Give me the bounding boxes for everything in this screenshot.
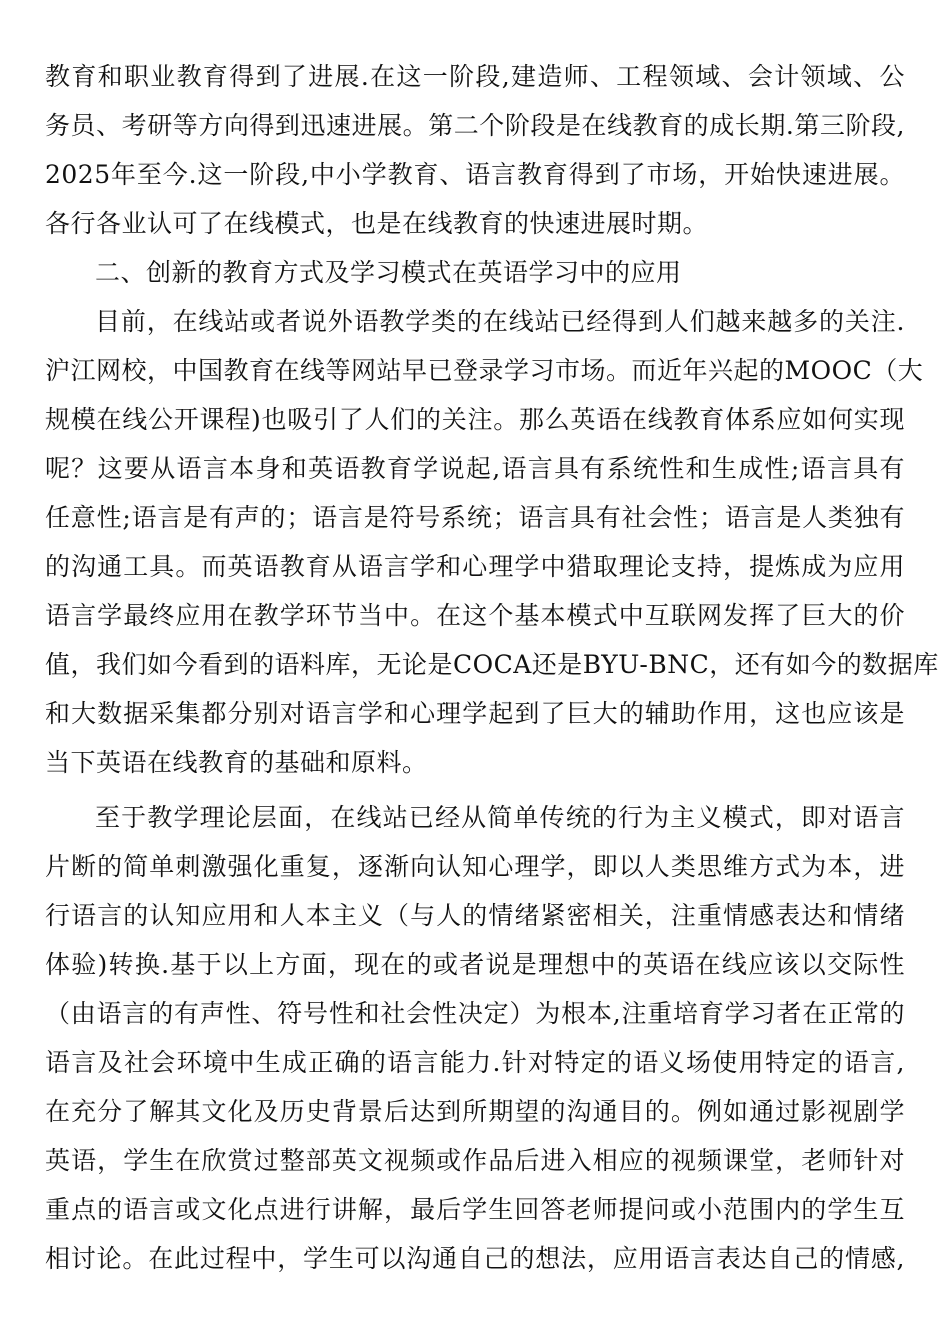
text-line: 的沟通工具。而英语教育从语言学和心理学中猎取理论支持，提炼成为应用 <box>45 552 905 581</box>
text-line: 语言学最终应用在教学环节当中。在这个基本模式中互联网发挥了巨大的价 <box>45 601 905 630</box>
text-line: 行语言的认知应用和人本主义（与人的情绪紧密相关，注重情感表达和情绪 <box>45 901 905 930</box>
text-line: 二、创新的教育方式及学习模式在英语学习中的应用 <box>95 258 682 287</box>
text-line: 呢？这要从语言本身和英语教育学说起,语言具有系统性和生成性;语言具有 <box>45 454 905 483</box>
text-line: 和大数据采集都分别对语言学和心理学起到了巨大的辅助作用，这也应该是 <box>45 699 905 728</box>
text-line: 英语，学生在欣赏过整部英文视频或作品后进入相应的视频课堂，老师针对 <box>45 1146 905 1175</box>
text-line: 在充分了解其文化及历史背景后达到所期望的沟通目的。例如通过影视剧学 <box>45 1097 905 1126</box>
text-line: 重点的语言或文化点进行讲解，最后学生回答老师提问或小范围内的学生互 <box>45 1195 905 1224</box>
text-line: 各行各业认可了在线模式，也是在线教育的快速进展时期。 <box>45 209 709 238</box>
text-line: 相讨论。在此过程中，学生可以沟通自己的想法，应用语言表达自己的情感, <box>45 1244 905 1273</box>
text-line: 片断的简单刺激强化重复，逐渐向认知心理学，即以人类思维方式为本，进 <box>45 852 905 881</box>
text-line: 教育和职业教育得到了进展.在这一阶段,建造师、工程领域、会计领域、公 <box>45 62 905 91</box>
paragraph-teaching-theory <box>45 793 905 1283</box>
text-line: 2025年至今.这一阶段,中小学教育、语言教育得到了市场，开始快速进展。 <box>45 160 905 189</box>
text-line: 务员、考研等方向得到迅速进展。第二个阶段是在线教育的成长期.第三阶段, <box>45 111 905 140</box>
paragraph-online-english <box>45 297 939 787</box>
document-body <box>45 52 939 1283</box>
text-line: （由语言的有声性、符号性和社会性决定）为根本,注重培育学习者在正常的 <box>45 999 905 1028</box>
text-line: 语言及社会环境中生成正确的语言能力.针对特定的语义场使用特定的语言, <box>45 1048 905 1077</box>
text-line: 沪江网校，中国教育在线等网站早已登录学习市场。而近年兴起的MOOC（大 <box>45 356 924 385</box>
text-line: 任意性;语言是有声的；语言是符号系统；语言具有社会性；语言是人类独有 <box>45 503 905 532</box>
paragraph-development-stages <box>45 52 905 248</box>
text-line: 值，我们如今看到的语料库，无论是COCA还是BYU-BNC，还有如今的数据库 <box>45 650 939 679</box>
text-line: 规模在线公开课程)也吸引了人们的关注。那么英语在线教育体系应如何实现 <box>45 405 905 434</box>
text-line: 当下英语在线教育的基础和原料。 <box>45 748 428 777</box>
text-line: 目前，在线站或者说外语教学类的在线站已经得到人们越来越多的关注. <box>95 307 905 336</box>
text-line: 至于教学理论层面，在线站已经从简单传统的行为主义模式，即对语言 <box>95 803 905 832</box>
text-line: 体验)转换.基于以上方面，现在的或者说是理想中的英语在线应该以交际性 <box>45 950 905 979</box>
section-heading <box>45 248 905 297</box>
